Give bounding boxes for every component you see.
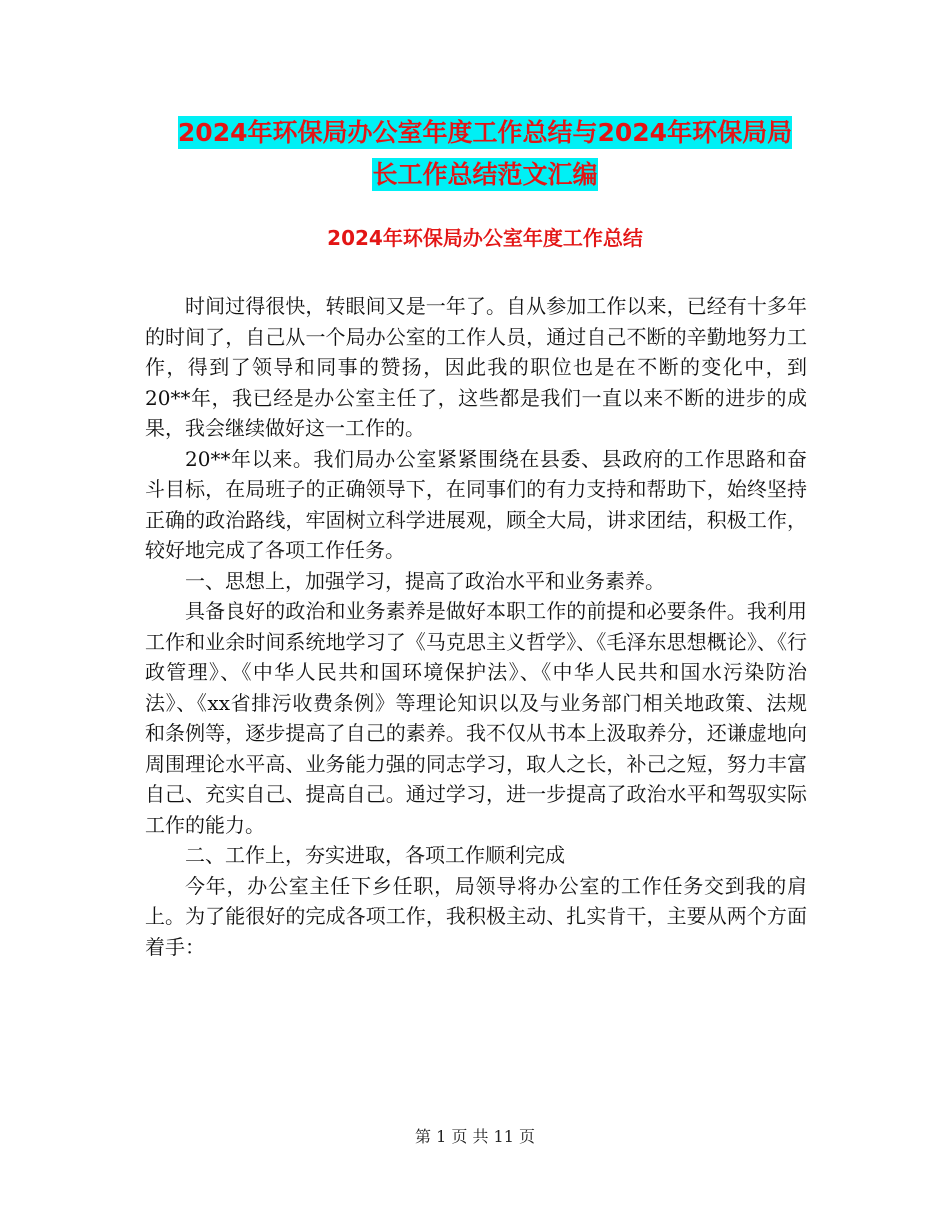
title-line-1: 2024年环保局办公室年度工作总结与2024年环保局局 — [177, 118, 793, 147]
document-body — [145, 291, 807, 962]
document-title — [145, 112, 825, 196]
page-footer: 第 1 页 共 11 页 — [415, 1127, 535, 1146]
section-title: 2024年环保局办公室年度工作总结 — [327, 226, 643, 250]
paragraph-3-heading: 一、思想上，加强学习，提高了政治水平和业务素养。 — [185, 568, 665, 593]
paragraph-6: 今年，办公室主任下乡任职，局领导将办公室的工作任务交到我的肩上。为了能很好的完成各项工作，我积极主动、扎实肯干，主要从两个方面着手： — [145, 873, 807, 959]
paragraph-5-heading: 二、工作上，夯实进取，各项工作顺利完成 — [185, 843, 565, 867]
paragraph-4: 具备良好的政治和业务素养是做好本职工作的前提和必要条件。我利用工作和业余时间系统地学习了《马克思主义哲学》、《毛泽东思想概论》、《行政管理》、《中华人民共和国环境保护法》、《中华人民共和国水污染防治法》、《xx省排污收费条例》等理论知识以及与业务部门相关地政策、法规和条例等，逐步提高了自己的素养。我不仅从书本上汲取养分，还谦虚地向周围理论水平高、业务能力强的同志学习，取人之长，补己之短，努力丰富自己、充实自己、提高自己。通过学习，进一步提高了政治水平和驾驭实际工作的能力。 — [145, 599, 807, 837]
paragraph-2: 20**年以来。我们局办公室紧紧围绕在县委、县政府的工作思路和奋斗目标，在局班子的正确领导下，在同事们的有力支持和帮助下，始终坚持正确的政治路线，牢固树立科学进展观，顾全大局，讲求团结，积极工作，较好地完成了各项工作任务。 — [145, 446, 807, 562]
title-line-2: 长工作总结范文汇编 — [372, 160, 598, 189]
paragraph-1: 时间过得很快，转眼间又是一年了。自从参加工作以来，已经有十多年的时间了，自己从一个局办公室的工作人员，通过自己不断的辛勤地努力工作，得到了领导和同事的赞扬，因此我的职位也是在不断的变化中，到20**年，我已经是办公室主任了，这些都是我们一直以来不断的进步的成果，我会继续做好这一工作的。 — [145, 294, 807, 440]
